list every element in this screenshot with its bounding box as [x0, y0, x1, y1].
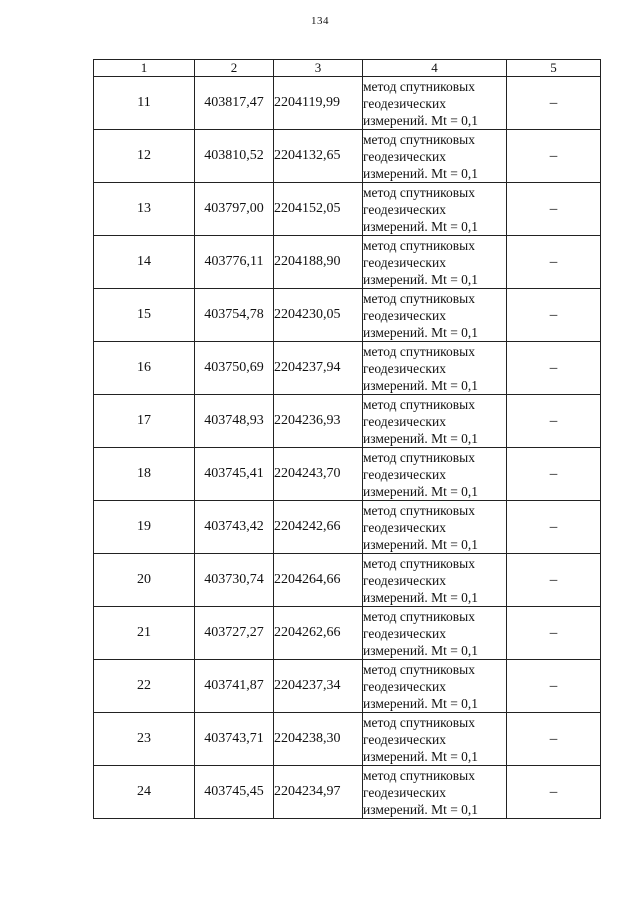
column-header-2: 2 [195, 60, 274, 77]
note-dash: – [507, 289, 601, 342]
column-header-3: 3 [274, 60, 363, 77]
coordinate-y: 2204152,05 [274, 183, 363, 236]
measurement-method-line: метод спутниковых [363, 608, 475, 624]
table-row [94, 554, 601, 607]
coordinate-x: 403730,74 [195, 554, 274, 607]
measurement-method-line: измерений. Mt = 0,1 [363, 112, 479, 128]
measurement-method-line: измерений. Mt = 0,1 [363, 483, 479, 499]
measurement-method-line: измерений. Mt = 0,1 [363, 430, 479, 446]
measurement-method-line: геодезических [363, 784, 446, 800]
point-number: 20 [94, 554, 195, 607]
point-number: 17 [94, 395, 195, 448]
coordinate-y: 2204236,93 [274, 395, 363, 448]
table-body [94, 77, 601, 819]
measurement-method [363, 554, 507, 607]
point-number: 12 [94, 130, 195, 183]
measurement-method-line: метод спутниковых [363, 449, 475, 465]
measurement-method-line: метод спутниковых [363, 714, 475, 730]
table-row [94, 766, 601, 819]
coordinate-x: 403754,78 [195, 289, 274, 342]
coordinate-y: 2204264,66 [274, 554, 363, 607]
coordinate-x: 403797,00 [195, 183, 274, 236]
coordinate-x: 403748,93 [195, 395, 274, 448]
measurement-method [363, 289, 507, 342]
note-dash: – [507, 77, 601, 130]
column-header-5: 5 [507, 60, 601, 77]
note-dash: – [507, 183, 601, 236]
point-number: 11 [94, 77, 195, 130]
measurement-method-line: измерений. Mt = 0,1 [363, 377, 479, 393]
table-row [94, 130, 601, 183]
point-number: 24 [94, 766, 195, 819]
coordinates-table [93, 59, 601, 819]
measurement-method-line: геодезических [363, 148, 446, 164]
measurement-method-line: геодезических [363, 413, 446, 429]
coordinate-x: 403745,45 [195, 766, 274, 819]
coordinate-y: 2204237,34 [274, 660, 363, 713]
note-dash: – [507, 342, 601, 395]
measurement-method-line: геодезических [363, 625, 446, 641]
coordinate-x: 403741,87 [195, 660, 274, 713]
coordinate-y: 2204262,66 [274, 607, 363, 660]
coordinate-y: 2204132,65 [274, 130, 363, 183]
measurement-method-line: измерений. Mt = 0,1 [363, 165, 479, 181]
point-number: 21 [94, 607, 195, 660]
coordinate-x: 403727,27 [195, 607, 274, 660]
note-dash: – [507, 236, 601, 289]
point-number: 22 [94, 660, 195, 713]
coordinate-x: 403743,71 [195, 713, 274, 766]
table-row [94, 395, 601, 448]
table-row [94, 236, 601, 289]
coordinate-y: 2204234,97 [274, 766, 363, 819]
measurement-method-line: измерений. Mt = 0,1 [363, 589, 479, 605]
measurement-method-line: метод спутниковых [363, 290, 475, 306]
measurement-method-line: метод спутниковых [363, 502, 475, 518]
measurement-method-line: геодезических [363, 201, 446, 217]
measurement-method-line: геодезических [363, 572, 446, 588]
coordinate-x: 403745,41 [195, 448, 274, 501]
measurement-method-line: геодезических [363, 466, 446, 482]
note-dash: – [507, 395, 601, 448]
measurement-method-line: метод спутниковых [363, 767, 475, 783]
coordinate-y: 2204237,94 [274, 342, 363, 395]
measurement-method [363, 713, 507, 766]
measurement-method [363, 660, 507, 713]
table-row [94, 660, 601, 713]
table-row [94, 77, 601, 130]
measurement-method [363, 342, 507, 395]
measurement-method-line: измерений. Mt = 0,1 [363, 695, 479, 711]
point-number: 18 [94, 448, 195, 501]
measurement-method-line: геодезических [363, 360, 446, 376]
measurement-method-line: геодезических [363, 731, 446, 747]
measurement-method-line: геодезических [363, 307, 446, 323]
measurement-method [363, 501, 507, 554]
measurement-method-line: геодезических [363, 95, 446, 111]
measurement-method-line: геодезических [363, 519, 446, 535]
coordinate-x: 403817,47 [195, 77, 274, 130]
measurement-method-line: измерений. Mt = 0,1 [363, 271, 479, 287]
note-dash: – [507, 448, 601, 501]
measurement-method [363, 130, 507, 183]
table-row [94, 448, 601, 501]
note-dash: – [507, 554, 601, 607]
coordinate-y: 2204242,66 [274, 501, 363, 554]
coordinate-x: 403743,42 [195, 501, 274, 554]
table-row [94, 713, 601, 766]
table-row [94, 607, 601, 660]
measurement-method [363, 448, 507, 501]
coordinate-y: 2204243,70 [274, 448, 363, 501]
column-header-1: 1 [94, 60, 195, 77]
measurement-method-line: измерений. Mt = 0,1 [363, 218, 479, 234]
measurement-method [363, 395, 507, 448]
measurement-method [363, 183, 507, 236]
table-row [94, 342, 601, 395]
coordinate-y: 2204238,30 [274, 713, 363, 766]
note-dash: – [507, 130, 601, 183]
measurement-method-line: измерений. Mt = 0,1 [363, 642, 479, 658]
measurement-method-line: метод спутниковых [363, 78, 475, 94]
coordinate-x: 403776,11 [195, 236, 274, 289]
note-dash: – [507, 607, 601, 660]
measurement-method-line: метод спутниковых [363, 555, 475, 571]
measurement-method-line: геодезических [363, 254, 446, 270]
measurement-method-line: измерений. Mt = 0,1 [363, 324, 479, 340]
table-row [94, 183, 601, 236]
measurement-method-line: метод спутниковых [363, 661, 475, 677]
measurement-method [363, 77, 507, 130]
point-number: 14 [94, 236, 195, 289]
note-dash: – [507, 660, 601, 713]
measurement-method [363, 607, 507, 660]
measurement-method [363, 766, 507, 819]
measurement-method-line: геодезических [363, 678, 446, 694]
column-header-4: 4 [363, 60, 507, 77]
measurement-method-line: метод спутниковых [363, 184, 475, 200]
coordinate-x: 403750,69 [195, 342, 274, 395]
coordinate-y: 2204119,99 [274, 77, 363, 130]
table-row [94, 501, 601, 554]
measurement-method-line: метод спутниковых [363, 343, 475, 359]
point-number: 13 [94, 183, 195, 236]
coordinate-y: 2204230,05 [274, 289, 363, 342]
table-header-row [94, 60, 601, 77]
page-number: 134 [311, 15, 329, 27]
point-number: 23 [94, 713, 195, 766]
measurement-method-line: метод спутниковых [363, 131, 475, 147]
point-number: 16 [94, 342, 195, 395]
point-number: 15 [94, 289, 195, 342]
measurement-method [363, 236, 507, 289]
measurement-method-line: измерений. Mt = 0,1 [363, 801, 479, 817]
measurement-method-line: измерений. Mt = 0,1 [363, 536, 479, 552]
coordinate-x: 403810,52 [195, 130, 274, 183]
note-dash: – [507, 713, 601, 766]
table-row [94, 289, 601, 342]
measurement-method-line: метод спутниковых [363, 396, 475, 412]
coordinate-y: 2204188,90 [274, 236, 363, 289]
measurement-method-line: метод спутниковых [363, 237, 475, 253]
point-number: 19 [94, 501, 195, 554]
note-dash: – [507, 766, 601, 819]
measurement-method-line: измерений. Mt = 0,1 [363, 748, 479, 764]
note-dash: – [507, 501, 601, 554]
